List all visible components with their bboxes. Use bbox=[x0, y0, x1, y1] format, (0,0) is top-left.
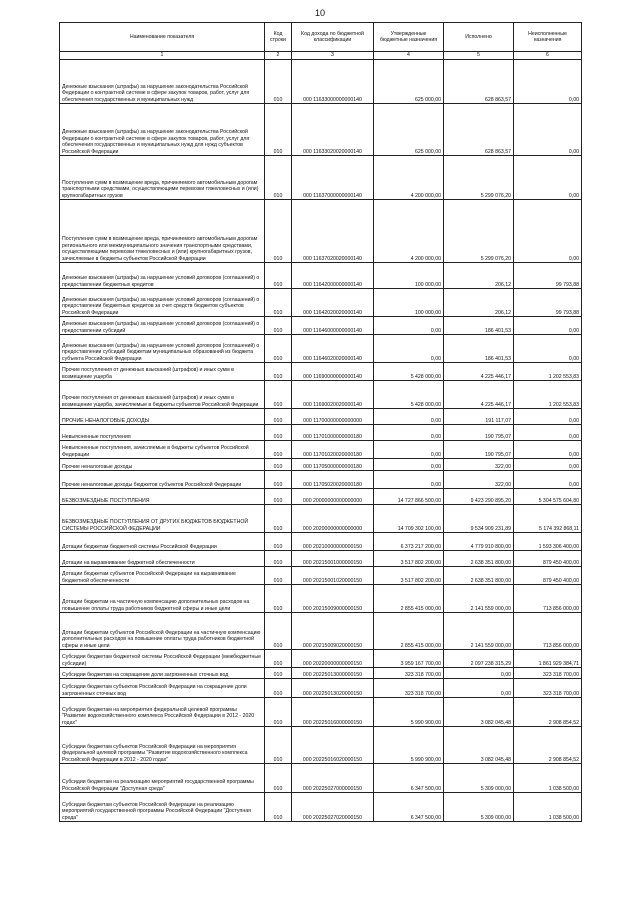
row-code: 010 bbox=[265, 200, 292, 263]
column-index: 2 bbox=[265, 52, 292, 60]
row-executed: 5 309 000,00 bbox=[444, 764, 514, 793]
table-row bbox=[60, 551, 582, 567]
row-kbk: 000 11642020020000140 bbox=[292, 289, 374, 317]
row-kbk: 000 11690000000000140 bbox=[292, 363, 374, 381]
row-approved: 6 373 217 200,00 bbox=[374, 533, 444, 551]
row-name: Дотации бюджетам субъектов Российской Федерации на выравнивание бюджетной обеспеченности bbox=[60, 567, 265, 585]
row-executed: 628 863,57 bbox=[444, 60, 514, 104]
row-kbk: 000 11646020020000140 bbox=[292, 335, 374, 363]
table-row bbox=[60, 764, 582, 793]
row-name: Дотации на выравнивание бюджетной обеспеченности bbox=[60, 551, 265, 567]
row-approved: 0,00 bbox=[374, 317, 444, 335]
column-index: 1 bbox=[60, 52, 265, 60]
row-executed: 191 117,07 bbox=[444, 409, 514, 425]
row-kbk: 000 20225013020000150 bbox=[292, 679, 374, 698]
row-code: 010 bbox=[265, 317, 292, 335]
row-executed: 0,00 bbox=[444, 668, 514, 679]
table-row bbox=[60, 104, 582, 156]
row-approved: 0,00 bbox=[374, 459, 444, 471]
row-code: 010 bbox=[265, 668, 292, 679]
row-executed: 190 795,07 bbox=[444, 441, 514, 459]
row-unexecuted: 1 202 553,83 bbox=[514, 381, 582, 409]
row-executed: 4 779 910 800,00 bbox=[444, 533, 514, 551]
table-row bbox=[60, 363, 582, 381]
row-unexecuted: 1 593 306 400,00 bbox=[514, 533, 582, 551]
row-approved: 3 517 802 200,00 bbox=[374, 567, 444, 585]
table-row bbox=[60, 459, 582, 471]
table-row bbox=[60, 793, 582, 822]
row-approved: 3 517 802 200,00 bbox=[374, 551, 444, 567]
row-name: Прочие неналоговые доходы бюджетов субъектов Российской Федерации bbox=[60, 471, 265, 489]
row-code: 010 bbox=[265, 471, 292, 489]
row-unexecuted: 713 856 000,00 bbox=[514, 613, 582, 650]
row-code: 010 bbox=[265, 698, 292, 727]
table-row bbox=[60, 425, 582, 441]
column-index: 3 bbox=[292, 52, 374, 60]
row-executed: 186 401,53 bbox=[444, 317, 514, 335]
row-executed: 0,00 bbox=[444, 679, 514, 698]
table-row bbox=[60, 533, 582, 551]
table-row bbox=[60, 489, 582, 505]
row-kbk: 000 11633020020000140 bbox=[292, 104, 374, 156]
row-approved: 0,00 bbox=[374, 471, 444, 489]
row-code: 010 bbox=[265, 156, 292, 200]
row-approved: 14 727 866 500,00 bbox=[374, 489, 444, 505]
table-row bbox=[60, 668, 582, 679]
row-approved: 4 200 000,00 bbox=[374, 200, 444, 263]
row-approved: 100 000,00 bbox=[374, 289, 444, 317]
row-code: 010 bbox=[265, 489, 292, 505]
row-approved: 6 347 500,00 bbox=[374, 764, 444, 793]
table-row bbox=[60, 289, 582, 317]
row-kbk: 000 11705000000000180 bbox=[292, 459, 374, 471]
row-code: 010 bbox=[265, 363, 292, 381]
row-kbk: 000 11701000000000180 bbox=[292, 425, 374, 441]
header-code: Код строки bbox=[265, 23, 292, 52]
row-code: 010 bbox=[265, 585, 292, 613]
row-code: 010 bbox=[265, 679, 292, 698]
row-name: БЕЗВОЗМЕЗДНЫЕ ПОСТУПЛЕНИЯ ОТ ДРУГИХ БЮДЖЕТОВ БЮДЖЕТНОЙ СИСТЕМЫ РОССИЙСКОЙ ФЕДЕРАЦИИ bbox=[60, 505, 265, 533]
row-kbk: 000 20225016000000150 bbox=[292, 698, 374, 727]
row-executed: 4 225 446,17 bbox=[444, 381, 514, 409]
row-executed: 5 299 076,20 bbox=[444, 156, 514, 200]
table-row bbox=[60, 698, 582, 727]
row-kbk: 000 11633000000000140 bbox=[292, 60, 374, 104]
row-unexecuted: 99 793,88 bbox=[514, 289, 582, 317]
row-approved: 5 990 900,00 bbox=[374, 727, 444, 764]
row-kbk: 000 20225027000000150 bbox=[292, 764, 374, 793]
row-name: Невыясненные поступления, зачисляемые в бюджеты субъектов Российской Федерации bbox=[60, 441, 265, 459]
row-approved: 323 318 700,00 bbox=[374, 668, 444, 679]
row-unexecuted: 0,00 bbox=[514, 200, 582, 263]
column-index: 4 bbox=[374, 52, 444, 60]
row-code: 010 bbox=[265, 505, 292, 533]
row-kbk: 000 11637020020000140 bbox=[292, 200, 374, 263]
row-name: ПРОЧИЕ НЕНАЛОГОВЫЕ ДОХОДЫ bbox=[60, 409, 265, 425]
row-kbk: 000 11690020020000140 bbox=[292, 381, 374, 409]
table-row bbox=[60, 317, 582, 335]
row-unexecuted: 0,00 bbox=[514, 409, 582, 425]
row-executed: 2 638 351 800,00 bbox=[444, 551, 514, 567]
row-name: Субсидии бюджетам на сокращение доли загрязненных сточных вод bbox=[60, 668, 265, 679]
table-row bbox=[60, 650, 582, 668]
row-executed: 5 309 000,00 bbox=[444, 793, 514, 822]
row-name: Денежные взыскания (штрафы) за нарушение условий договоров (соглашений) о предоставлении субсидий bbox=[60, 317, 265, 335]
row-name: Дотации бюджетам на частичную компенсацию дополнительных расходов на повышение оплаты труда работников бюджетной сферы и иные цели bbox=[60, 585, 265, 613]
row-code: 010 bbox=[265, 764, 292, 793]
row-name: Поступления сумм в возмещение вреда, причиняемого автомобильным дорогам транспортными средствами, осуществляющими перевозки тяжеловесных и (или) крупногабаритных грузов bbox=[60, 156, 265, 200]
header-unexecuted: Неисполненные назначения bbox=[514, 23, 582, 52]
row-approved: 2 855 415 000,00 bbox=[374, 585, 444, 613]
row-kbk: 000 11646000000000140 bbox=[292, 317, 374, 335]
row-unexecuted: 713 856 000,00 bbox=[514, 585, 582, 613]
row-kbk: 000 20000000000000000 bbox=[292, 489, 374, 505]
row-unexecuted: 0,00 bbox=[514, 104, 582, 156]
row-executed: 628 863,57 bbox=[444, 104, 514, 156]
row-name: Субсидии бюджетам субъектов Российской Федерации на реализацию мероприятий государственной программы Российской Федерации "Доступная среда" bbox=[60, 793, 265, 822]
row-approved: 625 000,00 bbox=[374, 104, 444, 156]
row-name: Прочие поступления от денежных взысканий (штрафов) и иных сумм в возмещение ущерба bbox=[60, 363, 265, 381]
row-code: 010 bbox=[265, 793, 292, 822]
row-kbk: 000 20225013000000150 bbox=[292, 668, 374, 679]
row-code: 010 bbox=[265, 381, 292, 409]
table-row bbox=[60, 409, 582, 425]
table-row bbox=[60, 263, 582, 289]
row-executed: 190 795,07 bbox=[444, 425, 514, 441]
row-code: 010 bbox=[265, 551, 292, 567]
table-row bbox=[60, 335, 582, 363]
row-approved: 3 959 167 700,00 bbox=[374, 650, 444, 668]
row-unexecuted: 0,00 bbox=[514, 317, 582, 335]
column-index: 5 bbox=[444, 52, 514, 60]
revenue-execution-table bbox=[59, 22, 582, 822]
table-row bbox=[60, 441, 582, 459]
row-code: 010 bbox=[265, 441, 292, 459]
row-name: Прочие поступления от денежных взысканий (штрафов) и иных сумм в возмещение ущерба, зачисляемые в бюджеты субъектов Российской Федерации bbox=[60, 381, 265, 409]
row-executed: 2 141 559 000,00 bbox=[444, 585, 514, 613]
column-index-row bbox=[60, 52, 582, 60]
row-unexecuted: 99 793,88 bbox=[514, 263, 582, 289]
row-code: 010 bbox=[265, 289, 292, 317]
row-kbk: 000 11700000000000000 bbox=[292, 409, 374, 425]
header-executed: Исполнено bbox=[444, 23, 514, 52]
row-name: Денежные взыскания (штрафы) за нарушение законодательства Российской Федерации о контрактной системе в сфере закупок товаров, работ, услуг для обеспечения государственных и муниципальных нужд bbox=[60, 60, 265, 104]
table-row bbox=[60, 471, 582, 489]
row-executed: 206,12 bbox=[444, 263, 514, 289]
row-code: 010 bbox=[265, 335, 292, 363]
row-unexecuted: 0,00 bbox=[514, 335, 582, 363]
row-name: Субсидии бюджетам субъектов Российской Федерации на сокращение доли загрязненных сточных вод bbox=[60, 679, 265, 698]
row-executed: 4 225 446,17 bbox=[444, 363, 514, 381]
table-header-row bbox=[60, 23, 582, 52]
row-unexecuted: 879 450 400,00 bbox=[514, 551, 582, 567]
row-executed: 5 299 076,20 bbox=[444, 200, 514, 263]
table-body bbox=[60, 60, 582, 822]
row-name: Денежные взыскания (штрафы) за нарушение условий договоров (соглашений) о предоставлении бюджетных кредитов bbox=[60, 263, 265, 289]
row-unexecuted: 0,00 bbox=[514, 425, 582, 441]
header-approved: Утвержденные бюджетные назначения bbox=[374, 23, 444, 52]
row-executed: 3 082 045,48 bbox=[444, 727, 514, 764]
row-code: 010 bbox=[265, 104, 292, 156]
row-executed: 186 401,53 bbox=[444, 335, 514, 363]
row-name: Дотации бюджетам субъектов Российской Федерации на частичную компенсацию дополнительных расходов на повышение оплаты труда работников бюджетной сферы и иные цели bbox=[60, 613, 265, 650]
row-executed: 2 141 559 000,00 bbox=[444, 613, 514, 650]
row-unexecuted: 0,00 bbox=[514, 441, 582, 459]
row-unexecuted: 1 202 553,83 bbox=[514, 363, 582, 381]
row-name: Денежные взыскания (штрафы) за нарушение условий договоров (соглашений) о предоставлении бюджетных кредитов за счет средств бюджетов субъектов Российской Федерации bbox=[60, 289, 265, 317]
row-name: Субсидии бюджетам субъектов Российской Федерации на мероприятия федеральной целевой программы "Развитие водохозяйственного комплекса Российской Федерации в 2012 - 2020 годах" bbox=[60, 727, 265, 764]
row-executed: 322,00 bbox=[444, 471, 514, 489]
row-approved: 0,00 bbox=[374, 409, 444, 425]
page-number: 10 bbox=[314, 8, 325, 18]
row-unexecuted: 0,00 bbox=[514, 459, 582, 471]
row-name: Дотации бюджетам бюджетной системы Российской Федерации bbox=[60, 533, 265, 551]
row-unexecuted: 1 038 500,00 bbox=[514, 764, 582, 793]
row-executed: 9 423 290 895,20 bbox=[444, 489, 514, 505]
row-kbk: 000 11705020020000180 bbox=[292, 471, 374, 489]
row-kbk: 000 11637000000000140 bbox=[292, 156, 374, 200]
row-name: Субсидии бюджетам на мероприятия федеральной целевой программы "Развитие водохозяйственного комплекса Российской Федерации в 2012 - 2020 годах" bbox=[60, 698, 265, 727]
row-unexecuted: 5 304 575 604,80 bbox=[514, 489, 582, 505]
row-executed: 2 097 238 315,29 bbox=[444, 650, 514, 668]
row-code: 010 bbox=[265, 425, 292, 441]
row-name: Прочие неналоговые доходы bbox=[60, 459, 265, 471]
row-code: 010 bbox=[265, 263, 292, 289]
row-name: Денежные взыскания (штрафы) за нарушение законодательства Российской Федерации о контрактной системе в сфере закупок товаров, работ, услуг для обеспечения государственных и муниципальных нужд для нужд субъектов Российской Федерации bbox=[60, 104, 265, 156]
row-name: БЕЗВОЗМЕЗДНЫЕ ПОСТУПЛЕНИЯ bbox=[60, 489, 265, 505]
row-name: Субсидии бюджетам на реализацию мероприятий государственной программы Российской Федерации "Доступная среда" bbox=[60, 764, 265, 793]
row-name: Невыясненные поступления bbox=[60, 425, 265, 441]
row-executed: 2 638 351 800,00 bbox=[444, 567, 514, 585]
row-kbk: 000 20225027020000150 bbox=[292, 793, 374, 822]
row-unexecuted: 323 318 700,00 bbox=[514, 679, 582, 698]
row-approved: 5 428 000,00 bbox=[374, 363, 444, 381]
row-kbk: 000 20210000000000150 bbox=[292, 533, 374, 551]
row-approved: 14 709 302 100,00 bbox=[374, 505, 444, 533]
table-row bbox=[60, 585, 582, 613]
row-name: Поступления сумм в возмещение вреда, причиняемого автомобильным дорогам регионального или межмуниципального значения транспортными средствами, осуществляющими перевозки тяжеловесных и (или) крупногабаритных грузов, зачисляемые в бюджеты субъектов Российской Федерации bbox=[60, 200, 265, 263]
table-row bbox=[60, 60, 582, 104]
row-code: 010 bbox=[265, 409, 292, 425]
row-kbk: 000 20215001020000150 bbox=[292, 567, 374, 585]
row-approved: 2 855 415 000,00 bbox=[374, 613, 444, 650]
row-unexecuted: 323 318 700,00 bbox=[514, 668, 582, 679]
row-approved: 6 347 500,00 bbox=[374, 793, 444, 822]
row-approved: 5 428 000,00 bbox=[374, 381, 444, 409]
table-row bbox=[60, 679, 582, 698]
row-code: 010 bbox=[265, 613, 292, 650]
row-unexecuted: 2 908 854,52 bbox=[514, 698, 582, 727]
row-approved: 625 000,00 bbox=[374, 60, 444, 104]
row-kbk: 000 20220000000000150 bbox=[292, 650, 374, 668]
table-row bbox=[60, 156, 582, 200]
row-kbk: 000 20200000000000000 bbox=[292, 505, 374, 533]
row-executed: 9 534 909 231,89 bbox=[444, 505, 514, 533]
row-kbk: 000 20215009000000150 bbox=[292, 585, 374, 613]
row-unexecuted: 1 038 500,00 bbox=[514, 793, 582, 822]
table-row bbox=[60, 381, 582, 409]
row-code: 010 bbox=[265, 727, 292, 764]
row-approved: 0,00 bbox=[374, 425, 444, 441]
row-name: Субсидии бюджетам бюджетной системы Российской Федерации (межбюджетные субсидии) bbox=[60, 650, 265, 668]
row-kbk: 000 11642000000000140 bbox=[292, 263, 374, 289]
row-kbk: 000 20215001000000150 bbox=[292, 551, 374, 567]
column-index: 6 bbox=[514, 52, 582, 60]
row-approved: 0,00 bbox=[374, 441, 444, 459]
table-row bbox=[60, 200, 582, 263]
row-unexecuted: 0,00 bbox=[514, 471, 582, 489]
header-name: Наименование показателя bbox=[60, 23, 265, 52]
row-unexecuted: 0,00 bbox=[514, 60, 582, 104]
row-executed: 206,12 bbox=[444, 289, 514, 317]
row-name: Денежные взыскания (штрафы) за нарушение условий договоров (соглашений) о предоставлении субсидий бюджетам муниципальных образований из бюджета субъекта Российской Федерации bbox=[60, 335, 265, 363]
row-approved: 323 318 700,00 bbox=[374, 679, 444, 698]
row-approved: 4 200 000,00 bbox=[374, 156, 444, 200]
table-row bbox=[60, 567, 582, 585]
row-kbk: 000 20225016020000150 bbox=[292, 727, 374, 764]
table-row bbox=[60, 613, 582, 650]
row-unexecuted: 2 908 854,52 bbox=[514, 727, 582, 764]
table-row bbox=[60, 505, 582, 533]
row-unexecuted: 5 174 392 868,11 bbox=[514, 505, 582, 533]
row-kbk: 000 11701020020000180 bbox=[292, 441, 374, 459]
header-kbk: Код дохода по бюджетной классификации bbox=[292, 23, 374, 52]
table-row bbox=[60, 727, 582, 764]
row-approved: 0,00 bbox=[374, 335, 444, 363]
row-kbk: 000 20215009020000150 bbox=[292, 613, 374, 650]
row-code: 010 bbox=[265, 533, 292, 551]
row-executed: 322,00 bbox=[444, 459, 514, 471]
row-code: 010 bbox=[265, 650, 292, 668]
row-unexecuted: 879 450 400,00 bbox=[514, 567, 582, 585]
row-executed: 3 082 045,48 bbox=[444, 698, 514, 727]
row-code: 010 bbox=[265, 459, 292, 471]
row-code: 010 bbox=[265, 60, 292, 104]
row-unexecuted: 1 861 929 384,71 bbox=[514, 650, 582, 668]
row-code: 010 bbox=[265, 567, 292, 585]
row-approved: 5 990 900,00 bbox=[374, 698, 444, 727]
row-approved: 100 000,00 bbox=[374, 263, 444, 289]
row-unexecuted: 0,00 bbox=[514, 156, 582, 200]
